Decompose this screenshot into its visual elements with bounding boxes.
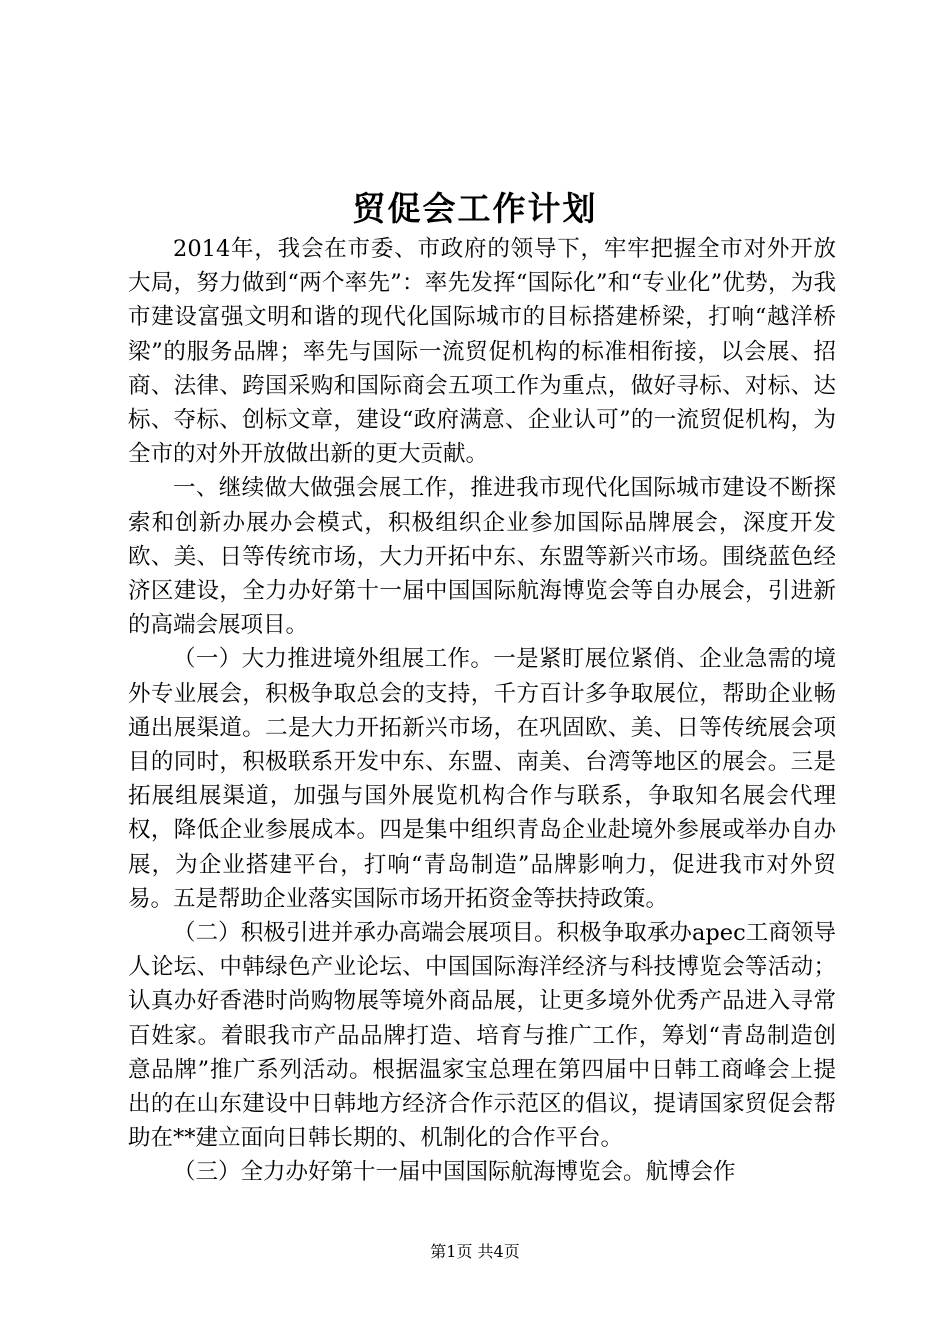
page-footer: 第1页 共4页 (430, 1242, 520, 1261)
paragraph-subsection-1: （一）大力推进境外组展工作。一是紧盯展位紧俏、企业急需的境外专业展会，积极争取总会的支持，千方百计多争取展位，帮助企业畅通出展渠道。二是大力开拓新兴市场，在巩固欧、美、日等传统展会项目的同时，积极联系开发中东、东盟、南美、台湾等地区的展会。三是拓展组展渠道，加强与国外展览机构合作与联系，争取知名展会代理权，降低企业参展成本。四是集中组织青岛企业赴境外参展或举办自办展，为企业搭建平台，打响“青岛制造”品牌影响力，促进我市对外贸易。五是帮助企业落实国际市场开拓资金等扶持政策。 (128, 646, 836, 912)
paragraph-intro: 2014年，我会在市委、市政府的领导下，牢牢把握全市对外开放大局，努力做到“两个率先”：率先发挥“国际化”和“专业化”优势，为我市建设富强文明和谐的现代化国际城市的目标搭建桥梁，打响“越洋桥梁”的服务品牌；率先与国际一流贸促机构的标准相衔接，以会展、招商、法律、跨国采购和国际商会五项工作为重点，做好寻标、对标、达标、夺标、创标文章，建设“政府满意、企业认可”的一流贸促机构，为全市的对外开放做出新的更大贡献。 (128, 236, 836, 468)
paragraph-section-1: 一、继续做大做强会展工作，推进我市现代化国际城市建设不断探索和创新办展办会模式，积极组织企业参加国际品牌展会，深度开发欧、美、日等传统市场，大力开拓中东、东盟等新兴市场。围绕蓝色经济区建设，全力办好第十一届中国国际航海博览会等自办展会，引进新的高端会展项目。 (128, 475, 836, 639)
document-body (128, 232, 836, 1190)
paragraph-subsection-2: （二）积极引进并承办高端会展项目。积极争取承办apec工商领导人论坛、中韩绿色产业论坛、中国国际海洋经济与科技博览会等活动；认真办好香港时尚购物展等境外商品展，让更多境外优秀产品进入寻常百姓家。着眼我市产品品牌打造、培育与推广工作，筹划“青岛制造创意品牌”推广系列活动。根据温家宝总理在第四届中日韩工商峰会上提出的在山东建设中日韩地方经济合作示范区的倡议，提请国家贸促会帮助在**建立面向日韩长期的、机制化的合作平台。 (128, 920, 836, 1152)
paragraph-subsection-3: （三）全力办好第十一届中国国际航海博览会。航博会作 (173, 1159, 736, 1186)
document-title: 贸促会工作计划 (352, 189, 598, 228)
